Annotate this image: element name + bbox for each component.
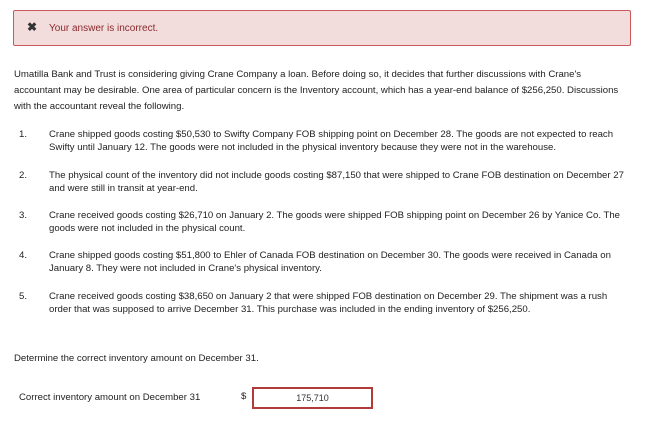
list-item-number: 2. — [19, 170, 28, 181]
question-prompt: Determine the correct inventory amount on December 31. — [14, 353, 259, 364]
currency-symbol: $ — [241, 391, 247, 402]
list-item-text: The physical count of the inventory did not include goods costing $87,150 that were shipped to Crane FOB destination on December 27 and were still in transit at year-end. — [49, 170, 624, 194]
list-item-number: 1. — [19, 129, 28, 140]
problem-intro: Umatilla Bank and Trust is considering giving Crane Company a loan. Before doing so, it decides that further discussions with Crane's accountant may be desirable. One area of particular concern is the Inventory account, which has a year-end balance of $256,250. Discussions with the accountant reveal the following. — [14, 69, 619, 112]
list-item-text: Crane shipped goods costing $50,530 to Swifty Company FOB shipping point on December 28. The goods are not expected to reach Swifty until January 12. The goods were not included in the physical inventory because they were not in the warehouse. — [49, 129, 614, 153]
incorrect-answer-alert — [13, 10, 631, 46]
list-item-text: Crane received goods costing $26,710 on January 2. The goods were shipped FOB shipping point on December 26 by Yanice Co. The goods were not included in the physical count. — [49, 210, 621, 234]
alert-message: Your answer is incorrect. — [49, 23, 159, 34]
list-item-text: Crane received goods costing $38,650 on January 2 that were shipped FOB destination on December 29. The shipment was a rush order that was supposed to arrive December 31. This purchase was included in the ending inventory of $256,250. — [49, 291, 608, 315]
list-item-number: 3. — [19, 210, 28, 221]
list-item-text: Crane shipped goods costing $51,800 to Ehler of Canada FOB destination on December 30. The goods were received in Canada on January 8. They were not included in Crane's physical inventory. — [49, 250, 611, 274]
answer-label: Correct inventory amount on December 31 — [19, 392, 201, 403]
answer-row — [19, 387, 379, 409]
list-item-number: 5. — [19, 291, 28, 302]
list-item-number: 4. — [19, 250, 28, 261]
close-x-icon: ✖ — [27, 20, 38, 34]
inventory-amount-input[interactable] — [252, 387, 373, 409]
